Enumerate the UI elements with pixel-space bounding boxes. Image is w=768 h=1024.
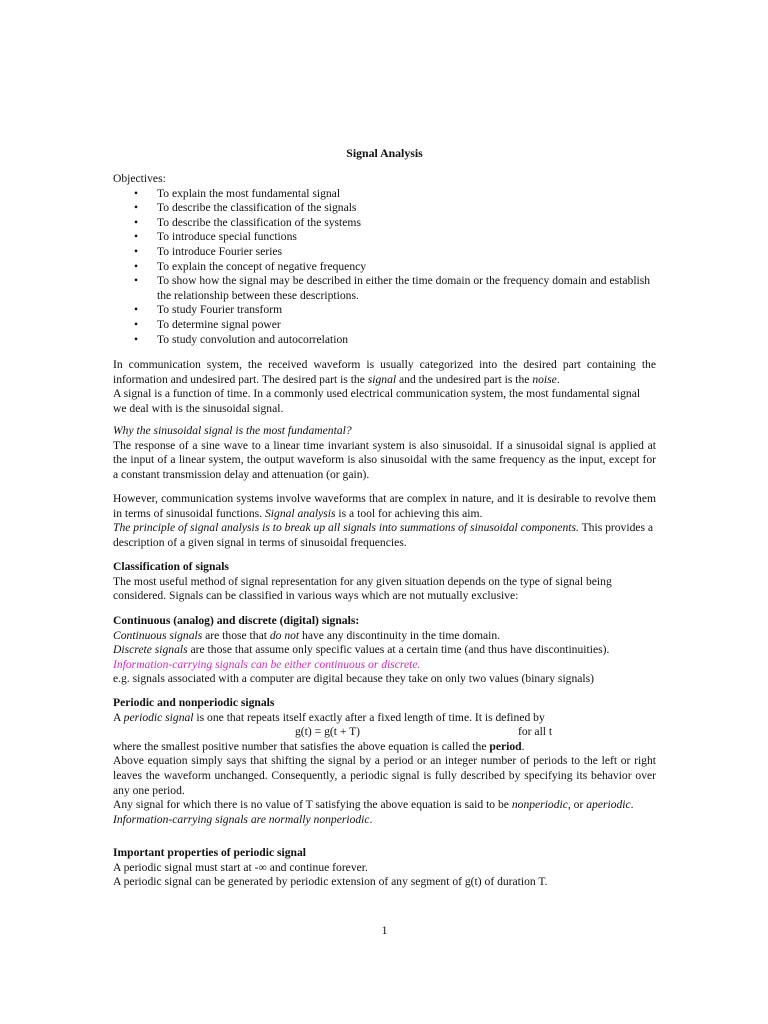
nonperiodic-term: nonperiodic [511, 798, 568, 812]
discrete-term: Discrete signals [113, 643, 188, 657]
principle-paragraph [113, 521, 656, 550]
continuous-text: are those that [202, 628, 270, 642]
intro-paragraph [113, 358, 656, 387]
periodic-text: is one that repeats itself exactly after a fixed length of time. It is defined by [193, 710, 545, 724]
noise-term: noise [532, 372, 557, 386]
nonperiodic-text: , or [567, 798, 587, 812]
signal-definition: A signal is a function of time. In a commonly used electrical communication system, the most fundamental signal we deal with is the sinusoidal signal. [113, 387, 641, 415]
principle-text: This provides a description of a given signal in terms of sinusoidal frequencies. [113, 521, 654, 549]
why-answer: The response of a sine wave to a linear time invariant system is also sinusoidal. If a sinusoidal signal is applied at the input of a linear system, the output waveform is also sinusoidal with the same frequency as the input, except for a constant transmission delay and attenuation (or gain). [113, 438, 656, 481]
continuous-example: e.g. signals associated with a computer are digital because they take on only two values (binary signals) [113, 672, 594, 686]
periodic-note-text: Information-carrying signals are normally nonperiodic [113, 812, 370, 826]
bullet-icon: • [134, 274, 139, 288]
objective-text: To study convolution and autocorrelation [157, 332, 349, 346]
continuous-note: Information-carrying signals can be either continuous or discrete. [113, 657, 421, 671]
list-item [113, 187, 656, 202]
why-section [113, 424, 656, 482]
objective-text: To study Fourier transform [157, 303, 283, 317]
page-number: 1 [381, 924, 388, 937]
analysis-section [113, 492, 656, 550]
equation-condition: for all t [518, 725, 553, 739]
bullet-icon: • [134, 332, 139, 346]
continuous-section [113, 614, 656, 687]
continuous-definition [113, 629, 656, 644]
classification-text: The most useful method of signal representation for any given situation depends on the type of signal being considered. Signals can be classified in various ways which are not mutually exclusive: [113, 574, 612, 603]
equation-row [113, 725, 656, 740]
list-item [113, 303, 656, 318]
nonperiodic-definition [113, 798, 656, 813]
bullet-icon: • [134, 259, 139, 273]
periodic-section [113, 696, 656, 827]
periodic-heading: Periodic and nonperiodic signals [113, 696, 275, 709]
aperiodic-term: aperiodic [586, 798, 631, 812]
bullet-icon: • [134, 303, 139, 317]
periodic-equation: g(t) = g(t + T) [295, 725, 361, 739]
bullet-icon: • [134, 317, 139, 331]
periodic-note [113, 813, 656, 828]
objective-text: To introduce Fourier series [157, 244, 283, 258]
analysis-paragraph [113, 492, 656, 521]
classification-heading: Classification of signals [113, 560, 229, 573]
list-item [113, 216, 656, 231]
period-text: where the smallest positive number that satisfies the above equation is called the [113, 739, 490, 753]
do-not-term: do not [269, 628, 300, 642]
objective-text: To describe the classification of the systems [157, 215, 361, 229]
period-definition [113, 740, 656, 755]
classification-section [113, 560, 656, 604]
why-question: Why the sinusoidal signal is the most fundamental? [113, 424, 352, 437]
list-item [113, 274, 656, 303]
periodic-note-text: . [369, 812, 373, 826]
principle-text: The principle of signal analysis is to break up all signals into summations of sinusoidal components. [113, 521, 579, 535]
objective-text: To explain the most fundamental signal [157, 186, 341, 200]
periodic-text: A [113, 710, 124, 724]
bullet-icon: • [134, 244, 139, 258]
bullet-icon: • [134, 230, 139, 244]
list-item [113, 230, 656, 245]
objective-text: To show how the signal may be described in either the time domain or the frequency domain and establish the relationship between these descriptions. [157, 274, 651, 302]
continuous-heading: Continuous (analog) and discrete (digital) signals: [113, 614, 360, 627]
nonperiodic-text: Any signal for which there is no value of T satisfying the above equation is said to be [113, 798, 512, 812]
page-title: Signal Analysis [346, 146, 423, 160]
discrete-text: are those that assume only specific values at a certain time (and thus have discontinuities). [187, 643, 610, 657]
continuous-text: have any discontinuity in the time domain. [299, 628, 501, 642]
bullet-icon: • [134, 201, 139, 215]
intro-text: . [556, 372, 560, 386]
bullet-icon: • [134, 186, 139, 200]
objectives-section [113, 172, 656, 347]
signal-analysis-term: Signal analysis [265, 506, 336, 520]
properties-heading: Important properties of periodic signal [113, 846, 307, 859]
periodic-signal-term: periodic signal [123, 710, 194, 724]
objective-text: To introduce special functions [157, 230, 297, 244]
intro-section [113, 358, 656, 416]
intro-text: and the undesired part is the [396, 372, 533, 386]
period-text: . [521, 739, 525, 753]
objective-text: To explain the concept of negative frequency [157, 259, 367, 273]
property-item: A periodic signal must start at -∞ and continue forever. [113, 860, 368, 874]
objectives-heading: Objectives: [113, 172, 166, 185]
list-item [113, 318, 656, 333]
discrete-definition [113, 643, 656, 658]
periodic-explanation: Above equation simply says that shifting the signal by a period or an integer number of periods to the left or right leaves the waveform unchanged. Consequently, a periodic signal is fully described by specifying its behavior over any one period. [113, 754, 656, 797]
list-item [113, 333, 656, 348]
list-item [113, 201, 656, 216]
objective-text: To describe the classification of the signals [157, 201, 357, 215]
continuous-term: Continuous signals [113, 628, 203, 642]
list-item [113, 245, 656, 260]
nonperiodic-text: . [630, 798, 634, 812]
objectives-list [113, 187, 656, 348]
analysis-text: is a tool for achieving this aim. [335, 506, 483, 520]
objective-text: To determine signal power [157, 317, 281, 331]
periodic-definition [113, 711, 656, 726]
properties-section [113, 846, 656, 890]
list-item [113, 260, 656, 275]
intro-text: In communication system, the received waveform is usually categorized into the desired part containing the information and undesired part. The desired part is the [113, 358, 656, 386]
property-item: A periodic signal can be generated by periodic extension of any segment of g(t) of duration T. [113, 875, 548, 889]
signal-term: signal [367, 372, 397, 386]
bullet-icon: • [134, 215, 139, 229]
period-term: period [489, 739, 522, 753]
analysis-text: However, communication systems involve waveforms that are complex in nature, and it is desirable to revolve them in terms of sinusoidal functions. [113, 492, 656, 520]
